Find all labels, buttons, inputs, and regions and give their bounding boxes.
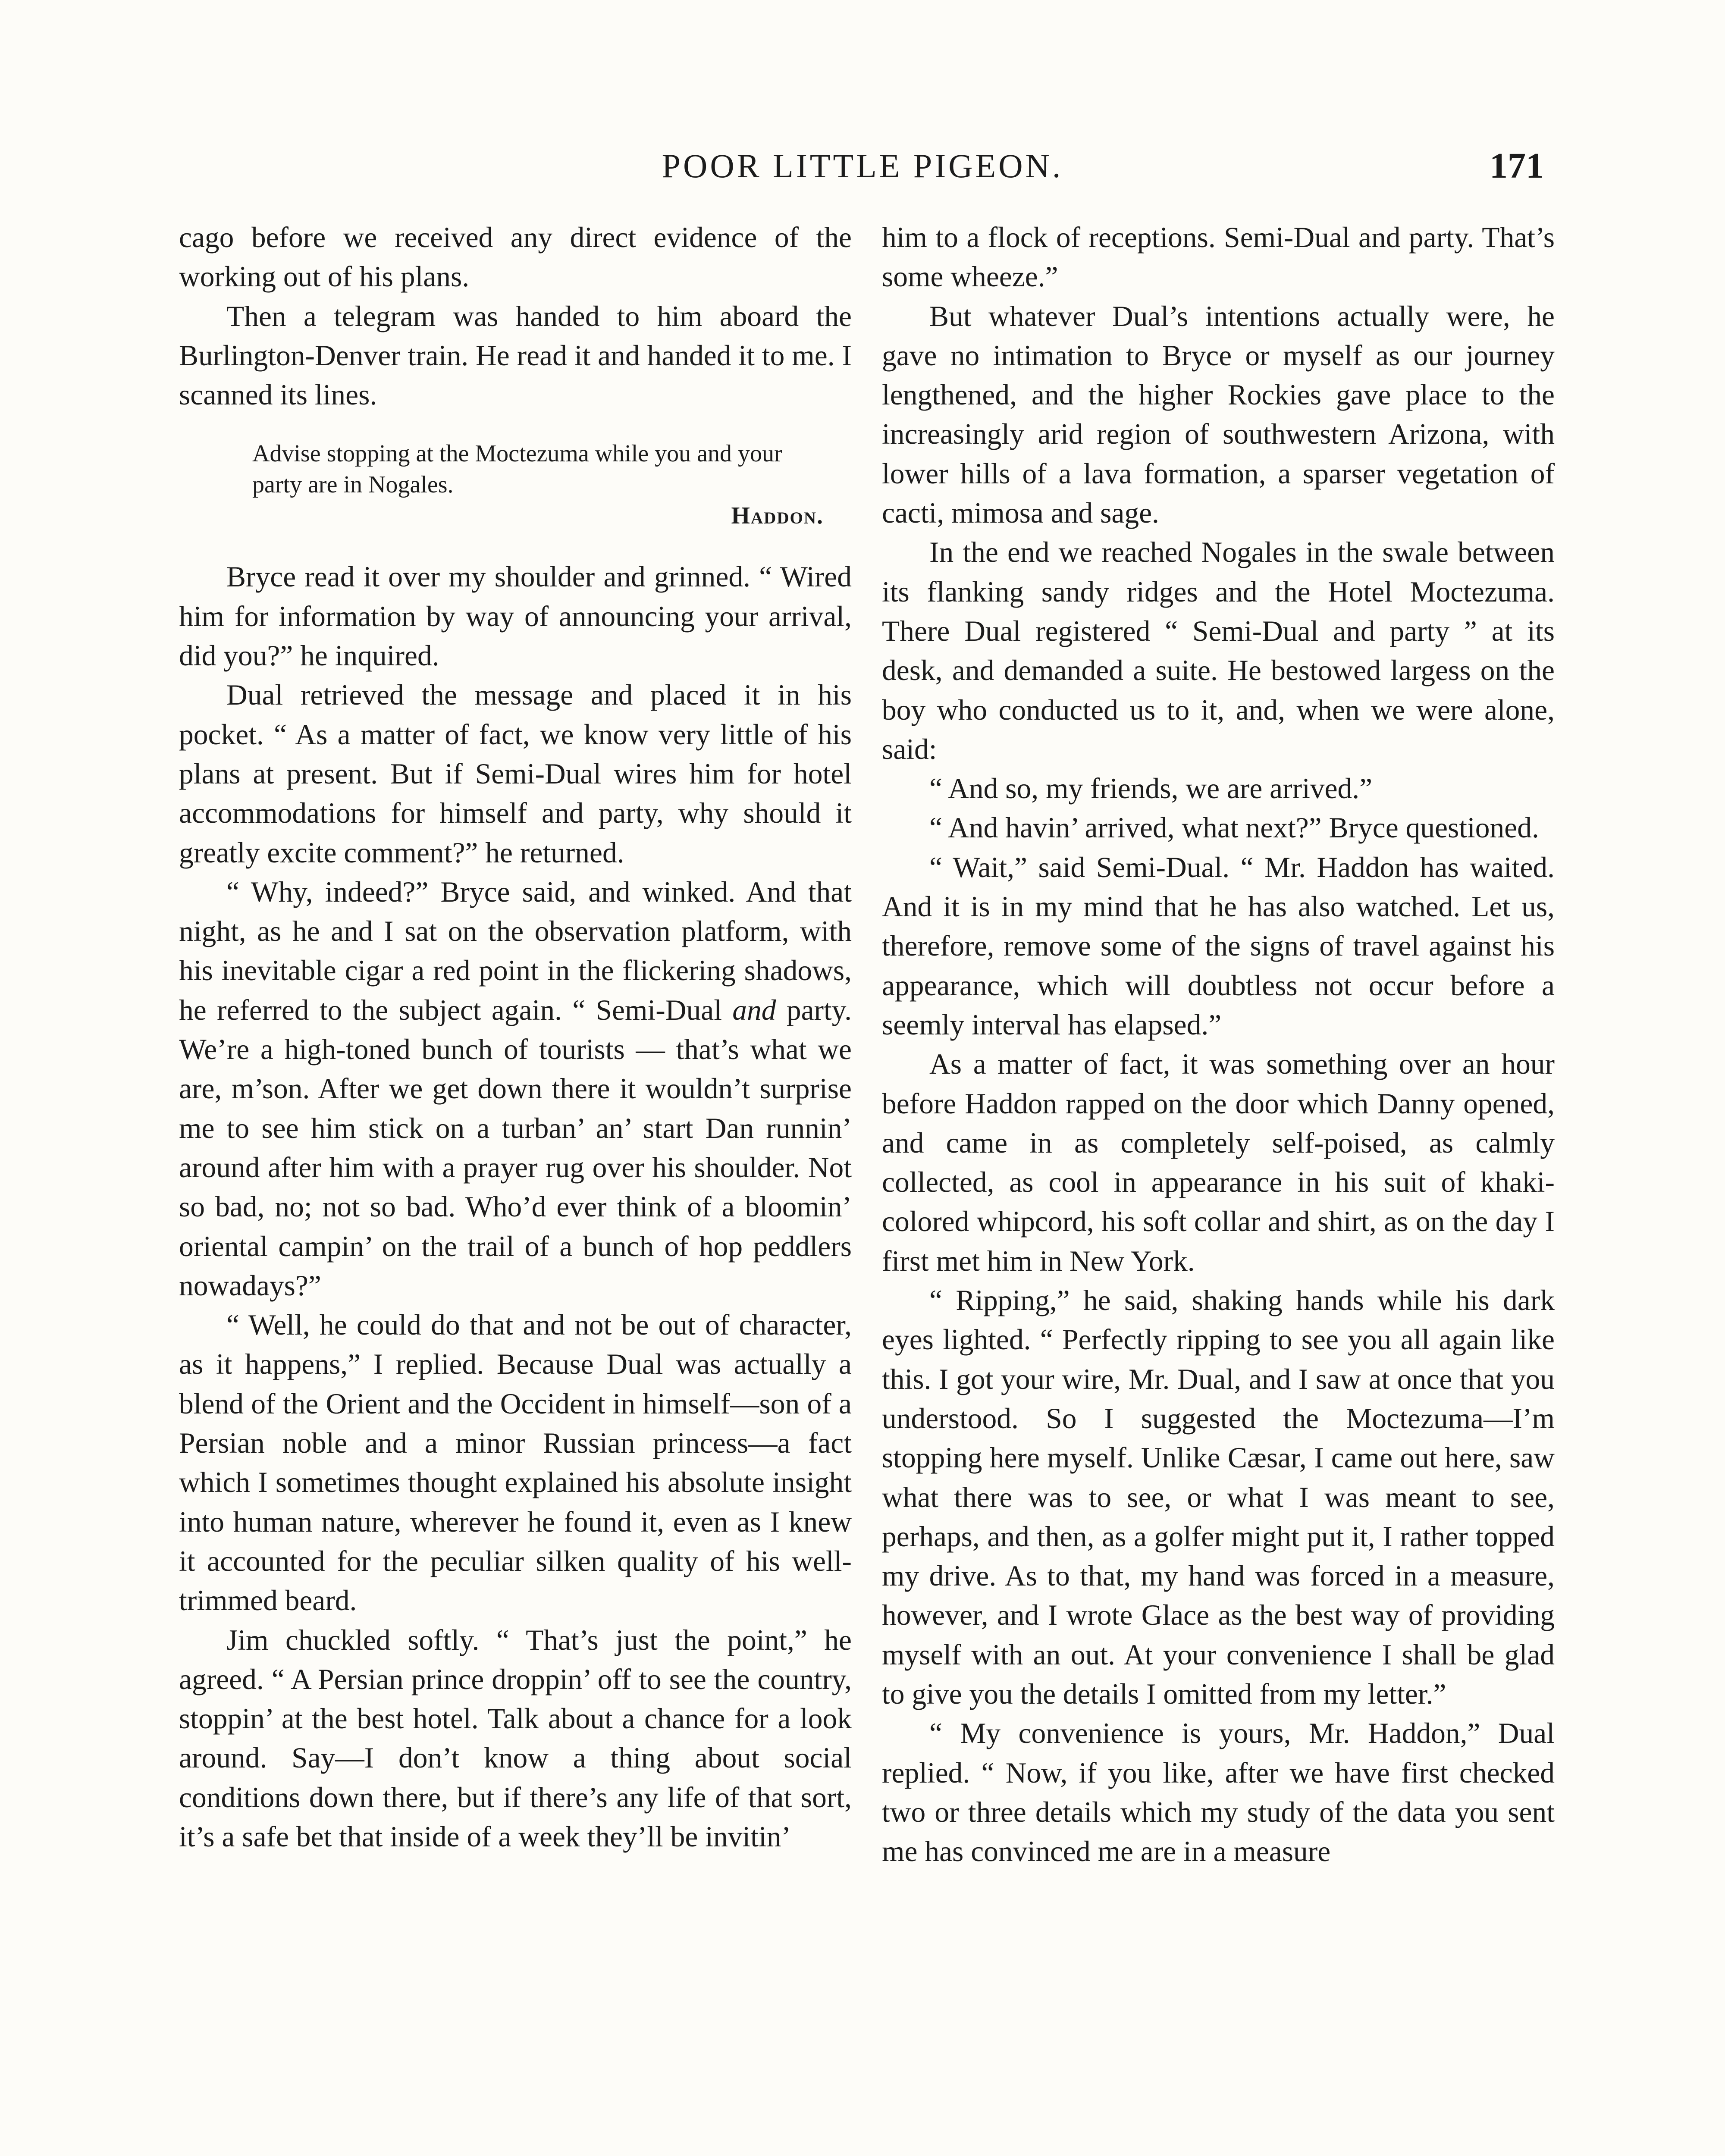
paragraph: “ Ripping,” he said, shaking hands while his dark eyes lighted. “ Perfectly ripping to see you all again like this. I got your wire, Mr. Dual, and I saw at once that you understood. So I suggested the Moctezuma—I’m stopping here myself. Unlike Cæsar, I came out here, saw what there was to see, or what I was meant to see, perhaps, and then, as a golfer might put it, I rather topped my drive. As to that, my hand was forced in a measure, however, and I wrote Glace as the best way of providing myself with an out. At your convenience I shall be glad to give you the details I omitted from my letter.” — [882, 1284, 1555, 1710]
paragraph: cago before we received any direct evidence of the working out of his plans. — [179, 221, 852, 293]
telegram-body: Advise stopping at the Moctezuma while you and your party are in Nogales. — [252, 440, 782, 498]
paragraph: Jim chuckled softly. “ That’s just the point,” he agreed. “ A Persian prince droppin’ off to see the country, stoppin’ at the best hotel. Talk about a chance for a look around. Say—I don’t know a thing about social conditions down there, but if there’s any life of that sort, it’s a safe bet that inside of a week they’ll be invitin’ — [179, 1623, 852, 1853]
running-title: POOR LITTLE PIGEON. — [662, 147, 1063, 185]
running-header — [181, 142, 1544, 190]
paragraph: In the end we reached Nogales in the swale between its flanking sandy ridges and the Hotel Moctezuma. There Dual registered “ Semi-Dual and party ” at its desk, and demanded a suite. He bestowed largess on the boy who conducted us to it, and, when we were alone, said: — [882, 536, 1555, 765]
paragraph: Then a telegram was handed to him aboard the Burlington-Denver train. He read it and handed it to me. I scanned its lines. — [179, 300, 852, 411]
paragraph: “ Well, he could do that and not be out of character, as it happens,” I replied. Because Dual was actually a blend of the Orient and the Occident in himself—son of a Persian noble and a minor Russian princess—a fact which I sometimes thought explained his absolute insight into human nature, wherever he found it, even as I knew it accounted for the peculiar silken quality of his well-trimmed beard. — [179, 1309, 852, 1617]
paragraph: As a matter of fact, it was something over an hour before Haddon rapped on the door which Danny opened, and came in as completely self-poised, as calmly collected, as cool in appearance in his suit of khaki-colored whipcord, his soft collar and shirt, as on the day I first met him in New York. — [882, 1048, 1555, 1277]
text-run: “ Why, indeed?” Bryce said, and winked. And that night, as he and I sat on the observation platform, with his inevitable cigar a red point in the flickering shadows, he referred to the subject again. “ Semi-Dual — [179, 875, 852, 1026]
paragraph: him to a flock of receptions. Semi-Dual and party. That’s some wheeze.” — [882, 221, 1555, 293]
paragraph: “ My convenience is yours, Mr. Haddon,” Dual replied. “ Now, if you like, after we have first checked two or three details which my study of the data you sent me has convinced me are in a measure — [882, 1717, 1555, 1868]
left-column — [179, 218, 852, 1856]
paragraph: But whatever Dual’s intentions actually were, he gave no intimation to Bryce or myself as our journey lengthened, and the higher Rockies gave place to the increasingly arid region of southwestern Arizona, with lower hills of a lava formation, a sparser vegetation of cacti, mimosa and sage. — [882, 300, 1555, 530]
telegram-quote — [179, 438, 852, 531]
paragraph: “ And havin’ arrived, what next?” Bryce questioned. — [929, 812, 1539, 844]
paragraph: Dual retrieved the message and placed it in his pocket. “ As a matter of fact, we know very little of his plans at present. But if Semi-Dual wires him for hotel accommodations for himself and party, why should it greatly excite comment?” he returned. — [179, 679, 852, 869]
paragraph — [179, 872, 852, 1305]
paragraph: Bryce read it over my shoulder and grinned. “ Wired him for information by way of announcing your arrival, did you?” he inquired. — [179, 561, 852, 672]
emphasis: and — [732, 993, 776, 1026]
paragraph: “ And so, my friends, we are arrived.” — [929, 772, 1373, 805]
page-number: 171 — [1490, 146, 1544, 186]
text-run: party. We’re a high-toned bunch of tourists — that’s what we are, m’son. After we get down there it wouldn’t surprise me to see him stick on a turban’ an’ start Dan runnin’ around after him with a prayer rug over his shoulder. Not so bad, no; not so bad. Who’d ever think of a bloomin’ oriental campin’ on the trail of a bunch of hop peddlers nowadays?” — [179, 993, 852, 1302]
telegram-signature: Haddon. — [731, 502, 824, 530]
right-column — [882, 218, 1555, 1871]
paragraph: “ Wait,” said Semi-Dual. “ Mr. Haddon has waited. And it is in my mind that he has also watched. Let us, therefore, remove some of the signs of travel against his appearance, which will doubtless not occur before a seemly interval has elapsed.” — [882, 851, 1555, 1041]
